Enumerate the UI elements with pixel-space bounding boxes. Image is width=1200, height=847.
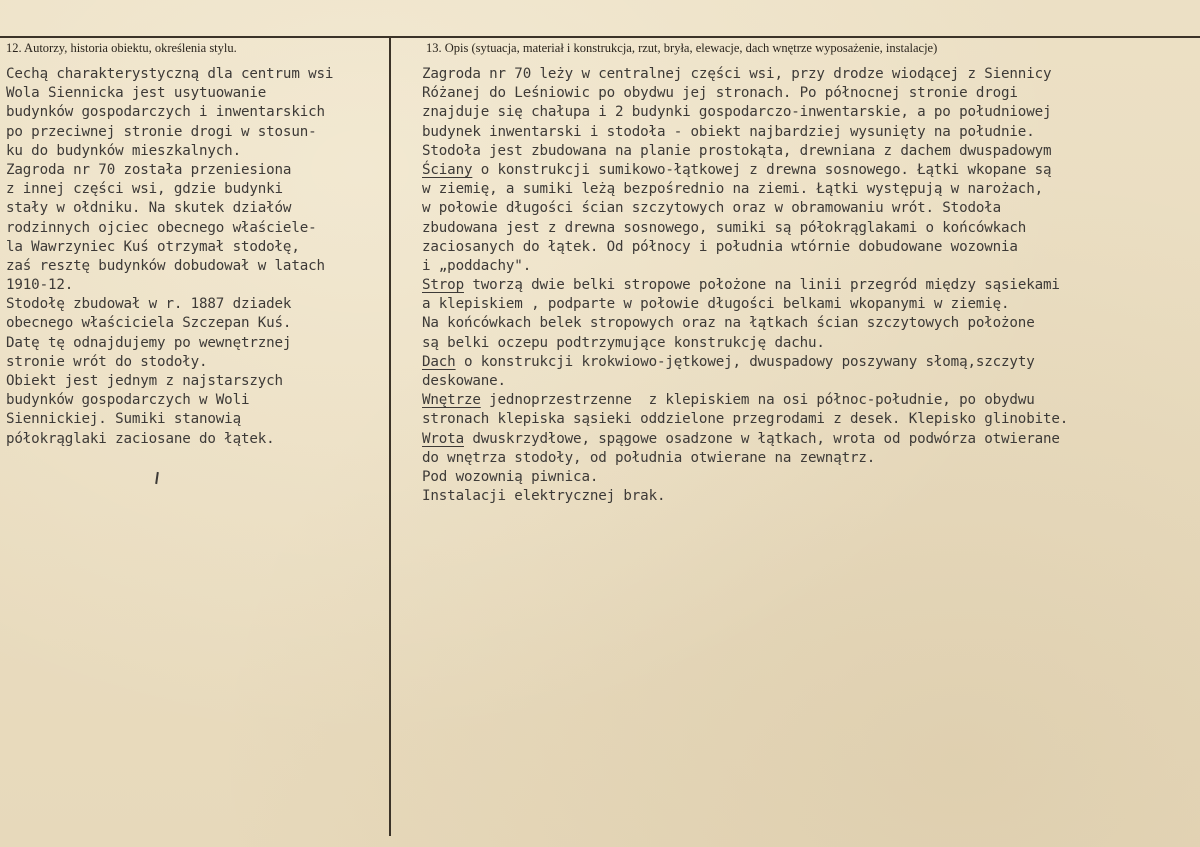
history-line: Datę tę odnajdujemy po wewnętrznej: [6, 334, 292, 351]
header-rule: [0, 36, 1200, 38]
history-line: z innej części wsi, gdzie budynki: [6, 181, 283, 198]
description-line: [422, 487, 1192, 506]
history-line: Stodołę zbudował w r. 1887 dziadek: [6, 296, 292, 313]
description-text-run: w połowie długości ścian szczytowych oraz w obramowaniu wrót. Stodoła: [422, 200, 1002, 217]
history-line: półokrąglaki zaciosane do łątek.: [6, 430, 275, 447]
description-text-run: zaciosanych do łątek. Od północy i południa wtórnie dobudowane wozownia: [422, 238, 1018, 255]
description-line: [422, 334, 1192, 353]
description-text-run: i „poddachy".: [422, 257, 532, 274]
history-line: budynków gospodarczych w Woli: [6, 392, 250, 409]
description-line: [422, 468, 1192, 487]
description-text-run: o konstrukcji krokwiowo-jętkowej, dwuspadowy poszywany słomą,szczyty: [455, 353, 1035, 370]
section-keyword: Ściany: [422, 161, 473, 178]
history-line: ku do budynków mieszkalnych.: [6, 142, 241, 159]
description-line: [422, 391, 1192, 410]
description-text-run: są belki oczepu podtrzymujące konstrukcję dachu.: [422, 334, 825, 351]
description-text-run: Pod wozownią piwnica.: [422, 468, 599, 485]
description-text-run: budynek inwentarski i stodoła - obiekt najbardziej wysunięty na południe.: [422, 123, 1035, 140]
history-line: 1910-12.: [6, 277, 74, 294]
description-line: [422, 410, 1192, 429]
history-line: budynków gospodarczych i inwentarskich: [6, 104, 325, 121]
description-line: [422, 123, 1192, 142]
description-text-run: Instalacji elektrycznej brak.: [422, 488, 666, 505]
description-line: [422, 430, 1192, 449]
history-line: zaś resztę budynków dobudował w latach: [6, 257, 325, 274]
description-line: [422, 65, 1192, 84]
description-line: [422, 84, 1192, 103]
section-keyword: Wrota: [422, 430, 464, 447]
description-line: [422, 180, 1192, 199]
description-text-run: Na końcówkach belek stropowych oraz na łątkach ścian szczytowych położone: [422, 315, 1035, 332]
description-line: [422, 295, 1192, 314]
history-line: stronie wrót do stodoły.: [6, 353, 208, 370]
description-text-run: Różanej do Leśniowic po obydwu jej stronach. Po północnej stronie drogi: [422, 85, 1018, 102]
description-text-run: a klepiskiem , podparte w połowie długości belkami wkopanymi w ziemię.: [422, 296, 1010, 313]
history-line: stały w ołdniku. Na skutek działów: [6, 200, 292, 217]
description-line: [422, 257, 1192, 276]
description-line: [422, 372, 1192, 391]
description-text-run: Zagroda nr 70 leży w centralnej części wsi, przy drodze wiodącej z Siennicy: [422, 66, 1052, 82]
description-line: [422, 314, 1192, 333]
description-text-run: zbudowana jest z drewna sosnowego, sumiki są półokrąglakami o końcówkach: [422, 219, 1027, 236]
history-text: [6, 65, 390, 449]
history-line: Obiekt jest jednym z najstarszych: [6, 373, 283, 389]
description-text-run: dwuskrzydłowe, spągowe osadzone w łątkach, wrota od podwórza otwierane: [463, 430, 1060, 447]
section-keyword: Wnętrze: [422, 392, 481, 409]
description-text-run: znajduje się chałupa i 2 budynki gospodarczo-inwentarskie, a po południowej: [422, 104, 1052, 121]
description-line: [422, 103, 1192, 122]
history-line: po przeciwnej stronie drogi w stosun-: [6, 123, 317, 140]
description-text-run: Stodoła jest zbudowana na planie prostokąta, drewniana z dachem dwuspadowym: [422, 142, 1052, 159]
pen-mark: [155, 472, 159, 484]
description-text-run: tworzą dwie belki stropowe położone na linii przegród między sąsiekami: [463, 277, 1060, 294]
section-keyword: Dach: [422, 353, 456, 370]
description-text-run: do wnętrza stodoły, od południa otwierane na zewnątrz.: [422, 449, 876, 466]
history-line: Cechą charakterystyczną dla centrum wsi: [6, 66, 334, 82]
description-line: [422, 219, 1192, 238]
history-line: Wola Siennicka jest usytuowanie: [6, 85, 267, 102]
section-13-header: 13. Opis (sytuacja, materiał i konstrukcja, rzut, bryła, elewacje, dach wnętrze wyposażenie, instalacje): [426, 41, 938, 55]
description-line: [422, 161, 1192, 180]
description-line: [422, 276, 1192, 295]
history-line: obecnego właściciela Szczepan Kuś.: [6, 315, 292, 332]
history-line: la Wawrzyniec Kuś otrzymał stodołę,: [6, 238, 300, 255]
description-text-run: jednoprzestrzenne z klepiskiem na osi północ-południe, po obydwu: [480, 392, 1035, 409]
description-line: [422, 238, 1192, 257]
description-line: [422, 199, 1192, 218]
section-keyword: Strop: [422, 277, 464, 294]
section-12-header: 12. Autorzy, historia obiektu, określenia stylu.: [6, 41, 237, 55]
description-text: [422, 65, 1192, 506]
description-line: [422, 449, 1192, 468]
history-line: Zagroda nr 70 została przeniesiona: [6, 161, 292, 178]
description-line: [422, 142, 1192, 161]
description-line: [422, 353, 1192, 372]
description-text-run: stronach klepiska sąsieki oddzielone przegrodami z desek. Klepisko glinobite.: [422, 411, 1069, 428]
description-text-run: w ziemię, a sumiki leżą bezpośrednio na ziemi. Łątki występują w narożach,: [422, 181, 1043, 198]
description-text-run: o konstrukcji sumikowo-łątkowej z drewna sosnowego. Łątki wkopane są: [472, 161, 1052, 178]
description-text-run: deskowane.: [422, 373, 506, 389]
history-line: Siennickiej. Sumiki stanowią: [6, 411, 241, 428]
history-line: rodzinnych ojciec obecnego właściele-: [6, 219, 317, 236]
